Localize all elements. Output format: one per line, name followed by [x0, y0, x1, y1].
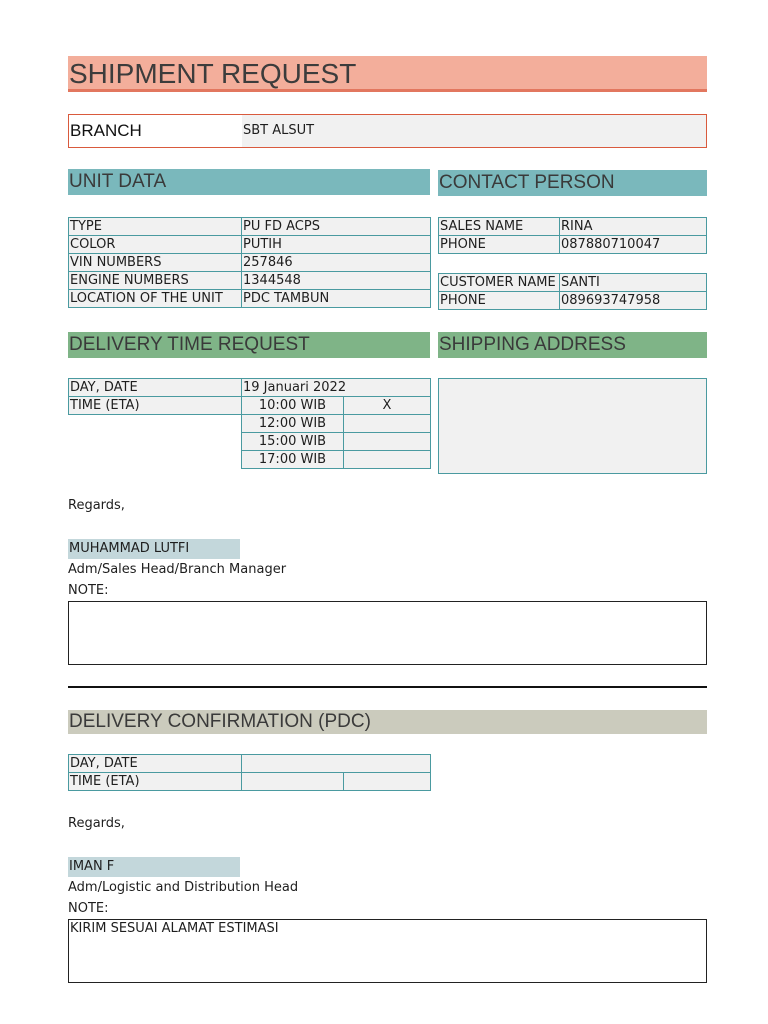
- branch-label: BRANCH: [69, 115, 243, 147]
- table-row: [439, 218, 707, 236]
- unit-type-label: TYPE: [69, 218, 242, 236]
- unit-color-field[interactable]: PUTIH: [242, 236, 431, 254]
- delivery-confirmation-heading: DELIVERY CONFIRMATION (PDC): [68, 710, 707, 734]
- shipping-address-heading: SHIPPING ADDRESS: [438, 332, 707, 358]
- unit-color-label: COLOR: [69, 236, 242, 254]
- day-date-field[interactable]: 19 Januari 2022: [242, 379, 431, 397]
- time-slot-1500-mark[interactable]: [344, 433, 431, 451]
- table-row: [69, 379, 431, 397]
- table-row: [69, 236, 431, 254]
- delivery-time-table: [68, 378, 431, 469]
- confirmer-role: Adm/Logistic and Distribution Head: [68, 880, 299, 895]
- request-note-field[interactable]: [68, 601, 707, 665]
- table-row: [439, 274, 707, 292]
- customer-name-label: CUSTOMER NAME: [439, 274, 560, 292]
- day-date-label: DAY, DATE: [69, 379, 242, 397]
- regards-text: Regards,: [68, 816, 125, 831]
- page-title: SHIPMENT REQUEST: [68, 56, 707, 92]
- contact-person-heading: CONTACT PERSON: [438, 170, 707, 196]
- sales-phone-field[interactable]: 087880710047: [560, 236, 707, 254]
- confirmation-note-field[interactable]: KIRIM SESUAI ALAMAT ESTIMASI: [68, 919, 707, 983]
- empty-cell: [69, 451, 242, 469]
- branch-field[interactable]: SBT ALSUT: [242, 115, 706, 147]
- table-row: [69, 397, 431, 415]
- sales-name-field[interactable]: RINA: [560, 218, 707, 236]
- unit-engine-label: ENGINE NUMBERS: [69, 272, 242, 290]
- unit-data-heading: UNIT DATA: [68, 169, 430, 195]
- table-row: [69, 254, 431, 272]
- time-slot-1500: 15:00 WIB: [242, 433, 344, 451]
- confirm-day-date-field[interactable]: [242, 755, 431, 773]
- time-eta-label: TIME (ETA): [69, 397, 242, 415]
- customer-phone-label: PHONE: [439, 292, 560, 310]
- sales-name-label: SALES NAME: [439, 218, 560, 236]
- customer-name-field[interactable]: SANTI: [560, 274, 707, 292]
- table-row: [69, 415, 431, 433]
- table-row: [69, 451, 431, 469]
- sales-phone-label: PHONE: [439, 236, 560, 254]
- unit-data-table: [68, 217, 431, 308]
- time-slot-1200: 12:00 WIB: [242, 415, 344, 433]
- time-slot-1000-mark[interactable]: X: [344, 397, 431, 415]
- shipping-address-field[interactable]: [438, 378, 707, 474]
- table-row: [69, 290, 431, 308]
- time-slot-1700: 17:00 WIB: [242, 451, 344, 469]
- confirm-time-eta-label: TIME (ETA): [69, 773, 242, 791]
- table-row: [439, 292, 707, 310]
- delivery-confirmation-table: [68, 754, 431, 791]
- customer-phone-field[interactable]: 089693747958: [560, 292, 707, 310]
- unit-vin-field[interactable]: 257846: [242, 254, 431, 272]
- delivery-time-request-heading: DELIVERY TIME REQUEST: [68, 332, 430, 358]
- unit-location-label: LOCATION OF THE UNIT: [69, 290, 242, 308]
- table-row: [69, 755, 431, 773]
- table-row: [69, 218, 431, 236]
- requester-name: MUHAMMAD LUTFI: [68, 539, 240, 559]
- note-label: NOTE:: [68, 901, 109, 916]
- unit-type-field[interactable]: PU FD ACPS: [242, 218, 431, 236]
- unit-engine-field[interactable]: 1344548: [242, 272, 431, 290]
- time-slot-1000: 10:00 WIB: [242, 397, 344, 415]
- empty-cell: [69, 433, 242, 451]
- table-row: [69, 773, 431, 791]
- regards-text: Regards,: [68, 498, 125, 513]
- requester-role: Adm/Sales Head/Branch Manager: [68, 562, 287, 577]
- note-label: NOTE:: [68, 583, 109, 598]
- table-row: [439, 236, 707, 254]
- confirm-time-mark[interactable]: [344, 773, 431, 791]
- confirm-day-date-label: DAY, DATE: [69, 755, 242, 773]
- empty-cell: [69, 415, 242, 433]
- confirm-time-field[interactable]: [242, 773, 344, 791]
- unit-vin-label: VIN NUMBERS: [69, 254, 242, 272]
- section-divider: [68, 686, 707, 688]
- unit-location-field[interactable]: PDC TAMBUN: [242, 290, 431, 308]
- sales-contact-table: [438, 217, 707, 254]
- table-row: [69, 433, 431, 451]
- time-slot-1700-mark[interactable]: [344, 451, 431, 469]
- table-row: [69, 272, 431, 290]
- branch-row: [68, 114, 707, 148]
- customer-contact-table: [438, 273, 707, 310]
- confirmer-name: IMAN F: [68, 857, 240, 877]
- time-slot-1200-mark[interactable]: [344, 415, 431, 433]
